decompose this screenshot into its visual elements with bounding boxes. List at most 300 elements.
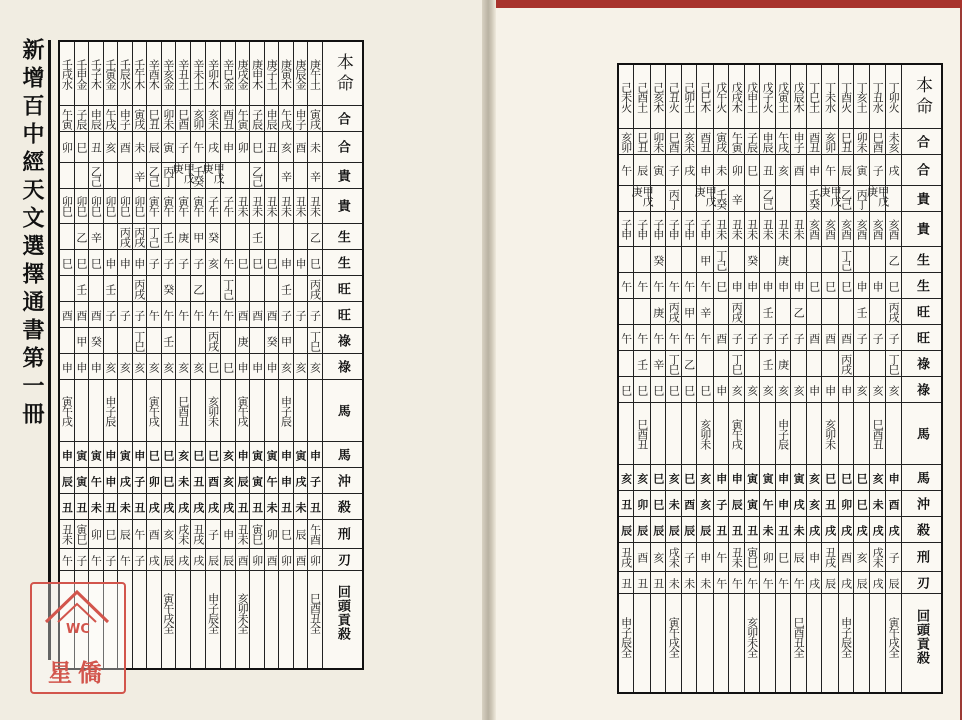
table-cell: 申 [104, 468, 117, 494]
header-cell: 合 [902, 155, 941, 186]
table-cell: 壬子木 [89, 42, 102, 106]
table-cell: 亥酉 [807, 212, 821, 247]
table-cell: 申 [265, 354, 278, 380]
table-cell: 未 [714, 155, 728, 186]
table-cell: 戌 [682, 155, 696, 186]
table-cell: 亥酉 [886, 212, 900, 247]
table-cell: 未 [89, 494, 102, 520]
table-cell: 子 [133, 468, 146, 494]
table-cell: 巳 [265, 250, 278, 276]
table-cell: 午 [745, 572, 759, 594]
table-cell [176, 276, 190, 302]
table-cell: 乙己 [839, 186, 853, 212]
table-cell [104, 163, 117, 189]
table-cell: 子 [294, 302, 307, 328]
table-cell: 巳 [619, 377, 633, 403]
table-cell: 午 [221, 302, 234, 328]
table-cell: 卯 [265, 520, 278, 549]
table-cell [807, 247, 821, 273]
table-cell: 巳 [221, 354, 234, 380]
table-cell: 辰 [682, 517, 696, 543]
table-cell [870, 247, 886, 273]
table-cell: 辰 [118, 520, 131, 549]
table-cell: 巳酉 [176, 106, 190, 132]
table-cell: 丑未 [308, 189, 321, 224]
table-cell: 癸 [162, 276, 175, 302]
table-cell: 子辰 [250, 106, 263, 132]
header-cell: 殺 [323, 494, 362, 520]
table-cell: 午 [760, 491, 774, 517]
table-cell: 卯 [250, 549, 263, 571]
table-cell: 申辰 [89, 106, 102, 132]
table-cell: 午 [634, 273, 650, 299]
table-cell: 巳酉 [666, 129, 680, 155]
table-cell: 申 [104, 442, 117, 468]
table-cell: 申 [822, 377, 838, 403]
table-cell: 子 [745, 325, 759, 351]
table-cell [294, 380, 307, 442]
table-cell: 戌 [807, 517, 821, 543]
table-cell: 戌 [886, 517, 900, 543]
table-cell: 子 [776, 325, 790, 351]
table-cell [104, 224, 117, 250]
book-side-title: 新增百中經天文選擇通書第一冊 [19, 38, 45, 430]
table-cell: 亥 [807, 465, 821, 491]
data-column [74, 42, 88, 668]
table-cell: 巳 [104, 520, 117, 549]
table-cell: 己巳木 [697, 65, 713, 129]
header-cell: 刃 [902, 572, 941, 594]
table-cell: 申 [791, 273, 805, 299]
table-cell: 亥 [206, 250, 220, 276]
table-cell [839, 299, 853, 325]
table-cell [294, 163, 307, 189]
table-cell: 子 [760, 325, 774, 351]
table-cell: 丙戌 [666, 299, 680, 325]
table-cell: 乙 [191, 276, 204, 302]
table-cell: 酉 [265, 302, 278, 328]
table-cell [870, 299, 886, 325]
table-cell: 午酉 [308, 520, 321, 549]
table-cell: 酉 [791, 155, 805, 186]
table-cell: 酉 [75, 302, 88, 328]
table-cell: 戌 [162, 494, 175, 520]
table-cell [822, 351, 838, 377]
table-cell: 巳酉 [870, 129, 886, 155]
table-cell: 亥 [104, 354, 117, 380]
table-cell: 寅 [760, 465, 774, 491]
table-cell: 戌 [870, 572, 886, 594]
table-cell: 巳 [682, 465, 696, 491]
table-cell [745, 403, 759, 465]
table-cell: 寅午戌 [147, 380, 160, 442]
table-cell: 申 [250, 354, 263, 380]
table-cell: 子 [729, 325, 743, 351]
table-cell [666, 403, 680, 465]
table-cell [729, 594, 743, 679]
table-cell: 午戌 [104, 106, 117, 132]
title-divider [48, 40, 51, 660]
data-column [201, 42, 226, 668]
table-cell: 丙丁 [666, 186, 680, 212]
table-cell: 辰 [729, 491, 743, 517]
table-cell: 巳 [697, 377, 713, 403]
table-cell: 巳 [191, 442, 204, 468]
table-cell: 亥 [745, 377, 759, 403]
table-cell: 丑未 [729, 543, 743, 572]
table-cell: 子午 [221, 189, 234, 224]
right-almanac-table [617, 63, 943, 694]
table-cell [745, 299, 759, 325]
table-cell: 庚申木 [250, 42, 263, 106]
table-cell: 丑未 [745, 212, 759, 247]
table-cell: 丑 [191, 468, 204, 494]
table-cell: 丙戌 [133, 224, 146, 250]
table-cell: 午 [697, 325, 713, 351]
table-cell: 丙丁 [854, 186, 868, 212]
table-cell: 辰 [791, 543, 805, 572]
table-cell: 辰 [294, 520, 307, 549]
table-cell: 巳丑 [634, 129, 650, 155]
table-cell: 戌 [221, 494, 234, 520]
table-cell: 辰 [886, 572, 900, 594]
table-cell: 辛巳金 [221, 42, 234, 106]
table-cell: 巳酉丑 [634, 403, 650, 465]
table-cell: 巳 [839, 465, 853, 491]
table-cell: 乙己 [250, 163, 263, 189]
table-cell [682, 403, 696, 465]
table-cell: 辰 [236, 468, 249, 494]
table-cell [221, 224, 234, 250]
table-cell [760, 247, 774, 273]
table-cell: 丙丁 [162, 163, 175, 189]
table-cell [118, 163, 131, 189]
table-cell: 丑 [634, 572, 650, 594]
table-cell [791, 186, 805, 212]
table-cell: 辰 [839, 155, 853, 186]
table-cell: 午 [619, 155, 633, 186]
table-cell [89, 276, 102, 302]
header-cell: 馬 [902, 465, 941, 491]
header-cell: 本命 [323, 42, 362, 106]
table-cell [760, 403, 774, 465]
table-cell: 丑 [75, 494, 88, 520]
table-cell: 寅 [162, 132, 175, 163]
table-cell: 卯巳 [60, 189, 73, 224]
table-cell: 子 [75, 549, 88, 571]
table-cell: 戌 [870, 517, 886, 543]
table-cell: 酉 [236, 549, 249, 571]
table-cell: 戌未 [666, 543, 680, 572]
table-cell: 酉 [714, 325, 728, 351]
table-cell: 壬癸 [807, 186, 821, 212]
table-cell: 巳 [682, 377, 696, 403]
table-cell: 戌 [176, 494, 190, 520]
header-cell: 祿 [902, 377, 941, 403]
table-cell: 子申 [666, 212, 680, 247]
table-cell [714, 299, 728, 325]
table-cell: 辰 [634, 517, 650, 543]
table-cell: 乙 [886, 247, 900, 273]
table-cell: 寅 [265, 442, 278, 468]
data-column [853, 65, 868, 692]
data-column [249, 42, 263, 668]
header-cell: 刃 [323, 549, 362, 571]
table-cell: 巳酉丑全 [308, 593, 322, 633]
table-cell: 子申 [697, 212, 713, 247]
table-cell: 寅 [745, 465, 759, 491]
table-cell [807, 403, 821, 465]
data-column [235, 42, 249, 668]
table-cell [250, 276, 263, 302]
table-cell: 丑 [236, 494, 249, 520]
table-cell: 卯 [147, 468, 160, 494]
table-cell: 申 [104, 250, 117, 276]
table-cell: 亥卯 [619, 129, 633, 155]
table-cell: 午戌 [279, 106, 292, 132]
table-cell [308, 380, 321, 442]
table-cell: 乙己 [89, 163, 102, 189]
table-cell [634, 299, 650, 325]
table-cell: 甲 [697, 247, 713, 273]
data-column [117, 42, 131, 668]
table-cell: 酉 [118, 132, 131, 163]
header-cell: 生 [323, 224, 362, 250]
table-cell: 壬癸 [714, 186, 728, 212]
table-cell [75, 163, 88, 189]
table-cell: 亥 [619, 465, 633, 491]
table-cell: 寅 [854, 155, 868, 186]
table-cell: 未 [870, 491, 886, 517]
data-column [865, 65, 890, 692]
table-cell: 未 [265, 494, 278, 520]
table-cell: 酉 [822, 325, 838, 351]
table-cell: 申子辰 [104, 380, 117, 442]
table-cell [221, 328, 234, 354]
table-cell: 戊午火 [714, 65, 728, 129]
table-cell: 午 [89, 549, 102, 571]
table-cell: 癸 [206, 224, 220, 250]
table-cell: 午戌 [776, 129, 790, 155]
header-cell: 生 [902, 247, 941, 273]
table-cell [147, 276, 160, 302]
header-cell: 沖 [902, 491, 941, 517]
table-cell: 寅午 [147, 189, 160, 224]
table-cell: 卯 [839, 491, 853, 517]
table-cell: 巳丑 [147, 106, 160, 132]
table-cell: 卯 [89, 520, 102, 549]
table-cell: 丑未 [776, 212, 790, 247]
table-cell: 午 [651, 273, 665, 299]
table-cell: 子 [104, 549, 117, 571]
data-column [818, 65, 843, 692]
header-cell: 祿 [902, 351, 941, 377]
table-cell: 丁己 [839, 247, 853, 273]
table-cell: 亥 [308, 354, 321, 380]
data-column [103, 42, 117, 668]
table-cell [294, 328, 307, 354]
table-cell [854, 247, 868, 273]
table-cell: 辛 [308, 163, 321, 189]
table-cell: 申子辰 [279, 380, 292, 442]
table-cell: 寅 [294, 442, 307, 468]
table-cell: 申 [854, 273, 868, 299]
table-cell: 巳 [651, 491, 665, 517]
table-cell: 卯 [236, 132, 249, 163]
table-cell: 辰 [697, 517, 713, 543]
table-cell: 辛 [279, 163, 292, 189]
table-cell: 子午 [206, 189, 220, 224]
data-column [220, 42, 234, 668]
table-cell: 寅 [75, 442, 88, 468]
table-cell: 寅 [118, 442, 131, 468]
table-cell [60, 276, 73, 302]
table-cell: 巳 [651, 465, 665, 491]
left-almanac-table [58, 40, 364, 670]
table-cell: 未 [791, 517, 805, 543]
roof-logo-icon [42, 588, 112, 626]
table-cell [619, 403, 633, 465]
table-cell: 戌 [791, 491, 805, 517]
table-cell: 辰 [162, 549, 175, 571]
header-cell: 沖 [323, 468, 362, 494]
table-cell: 辛亥金 [162, 42, 175, 106]
table-cell: 午 [191, 302, 204, 328]
table-cell: 亥 [886, 377, 900, 403]
table-cell: 辰 [619, 517, 633, 543]
table-cell: 亥 [176, 354, 190, 380]
table-cell: 午 [619, 325, 633, 351]
table-cell: 巳 [854, 465, 868, 491]
table-cell: 丁巳 [133, 328, 146, 354]
data-column [146, 42, 160, 668]
table-cell: 午 [162, 302, 175, 328]
table-cell: 子 [308, 302, 321, 328]
table-cell: 未 [697, 572, 713, 594]
table-cell: 申 [776, 273, 790, 299]
table-cell: 丑 [745, 517, 759, 543]
table-cell: 申 [133, 442, 146, 468]
table-cell [118, 328, 131, 354]
table-cell: 亥 [191, 354, 204, 380]
table-cell: 丑未 [236, 520, 249, 549]
table-cell: 酉 [294, 132, 307, 163]
table-cell: 巳 [745, 155, 759, 186]
table-cell [760, 594, 774, 679]
table-cell [651, 594, 665, 679]
table-cell: 子 [886, 325, 900, 351]
table-cell [236, 224, 249, 250]
table-cell: 丑 [619, 491, 633, 517]
table-cell [75, 380, 88, 442]
table-cell [651, 186, 665, 212]
table-cell: 辛 [697, 299, 713, 325]
table-cell: 申 [729, 273, 743, 299]
table-cell: 亥 [279, 132, 292, 163]
table-cell: 寅 [791, 465, 805, 491]
table-cell: 乙 [682, 351, 696, 377]
table-cell: 亥 [221, 442, 234, 468]
header-cell: 祿 [323, 328, 362, 354]
table-cell: 午 [697, 273, 713, 299]
table-cell: 戌 [839, 572, 853, 594]
table-cell: 丑 [651, 572, 665, 594]
table-cell: 戌未 [870, 543, 886, 572]
table-cell [619, 299, 633, 325]
data-column [806, 65, 821, 692]
table-cell: 辰 [634, 155, 650, 186]
table-cell: 酉 [886, 491, 900, 517]
table-cell: 酉 [839, 543, 853, 572]
table-cell: 卯巳 [118, 189, 131, 224]
table-cell [118, 380, 131, 442]
header-cell: 旺 [902, 299, 941, 325]
table-cell [886, 403, 900, 465]
header-cell: 殺 [902, 517, 941, 543]
table-cell: 丙戌 [729, 299, 743, 325]
table-cell [870, 351, 886, 377]
table-cell [60, 163, 73, 189]
table-cell: 丑 [729, 517, 743, 543]
publisher-stamp [30, 582, 126, 694]
table-cell: 辰 [822, 572, 838, 594]
table-cell: 申 [60, 442, 73, 468]
table-cell: 丑戌 [191, 520, 204, 549]
table-cell [822, 247, 838, 273]
header-cell: 回頭貢殺 [334, 585, 350, 641]
table-cell: 子 [133, 549, 146, 571]
table-cell: 子 [147, 250, 160, 276]
table-cell: 巳丑 [839, 129, 853, 155]
table-cell [279, 224, 292, 250]
table-cell: 亥 [870, 465, 886, 491]
header-cell: 回頭貢殺 [913, 608, 929, 665]
table-cell: 丑 [279, 494, 292, 520]
table-cell [221, 571, 234, 655]
table-cell: 辛 [133, 163, 146, 189]
header-cell: 貴 [902, 212, 941, 247]
table-cell: 壬 [162, 328, 175, 354]
table-cell [854, 594, 868, 679]
table-cell: 申 [807, 155, 821, 186]
table-cell: 寅午戌 [60, 380, 73, 442]
table-cell [60, 224, 73, 250]
table-cell: 甲戊庚 [697, 186, 713, 212]
table-cell: 未 [666, 491, 680, 517]
table-cell: 丑未 [760, 212, 774, 247]
table-cell [634, 594, 650, 679]
table-cell: 巳 [162, 442, 175, 468]
table-cell: 庚 [176, 224, 190, 250]
data-column [775, 65, 790, 692]
table-cell: 辛丑土 [176, 42, 190, 106]
table-cell: 丁巳土 [807, 65, 821, 129]
table-cell: 亥 [651, 543, 665, 572]
table-cell: 丑未 [265, 189, 278, 224]
table-cell: 酉 [206, 468, 220, 494]
table-cell: 巳 [206, 354, 220, 380]
table-cell: 戌 [147, 549, 160, 571]
data-column [759, 65, 774, 692]
table-cell: 申 [839, 377, 853, 403]
table-cell [279, 571, 292, 655]
table-cell: 申 [776, 491, 790, 517]
table-cell: 亥酉 [822, 212, 838, 247]
table-cell: 申 [236, 354, 249, 380]
table-cell: 己卯土 [682, 65, 696, 129]
table-cell: 丁己 [221, 276, 234, 302]
table-cell: 戌 [886, 155, 900, 186]
